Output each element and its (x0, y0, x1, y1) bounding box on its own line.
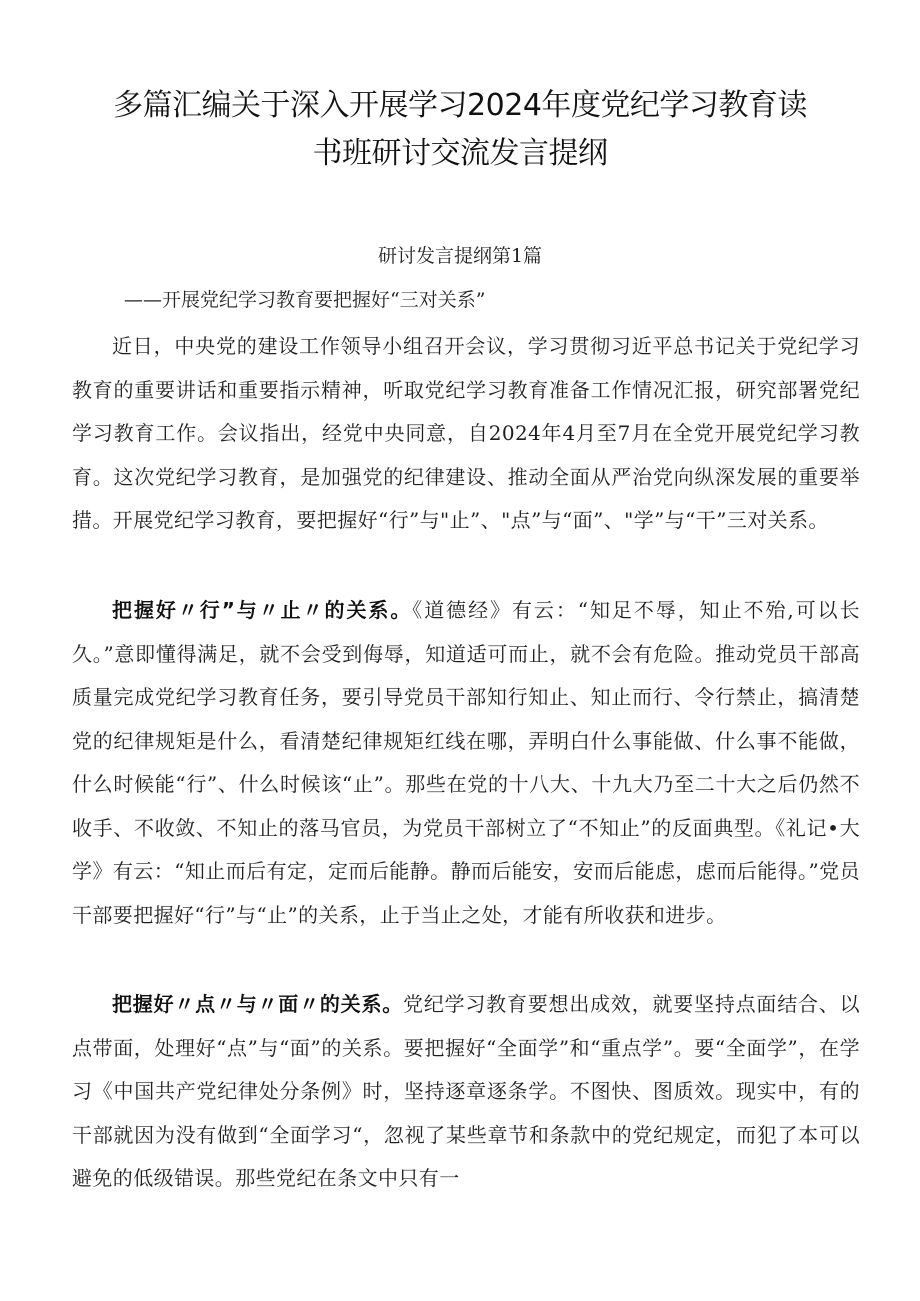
section-theme: ——开展党纪学习教育要把握好“三对关系” (124, 289, 486, 311)
paragraph-2 (72, 589, 860, 937)
paragraph-3 (72, 983, 860, 1201)
title-line-2: 书班研讨交流发言提纲 (312, 136, 608, 171)
paragraph-text: 《道德经》有云：“知足不辱，知止不殆,可以长久。”意即懂得满足，就不会受到侮辱，知道适可而止，就不会有危险。推动党员干部高质量完成党纪学习教育任务，要引导党员干部知行知止、知止而行、令行禁止，搞清楚党的纪律规矩是什么，看清楚纪律规矩红线在哪，弄明白什么事能做、什么事不能做，什么时候能“行”、什么时候该“止”。那些在党的十八大、十九大乃至二十大之后仍然不收手、不收敛、不知止的落马官员，为党员干部树立了“不知止”的反面典型。《礼记•大学》有云：“知止而后有定，定而后能静。静而后能安，安而后能虑，虑而后能得。”党员干部要把握好“行”与“止”的关系，止于当止之处，才能有所收获和进步。 (72, 598, 860, 927)
paragraph-1 (72, 325, 860, 543)
document-title (60, 82, 860, 178)
paragraph-lead: 把握好〃行”与〃止〃的关系。 (112, 598, 413, 622)
paragraph-text: 近日，中央党的建设工作领导小组召开会议，学习贯彻习近平总书记关于党纪学习教育的重要讲话和重要指示精神，听取党纪学习教育准备工作情况汇报，研究部署党纪学习教育工作。会议指出，经党中央同意，自2024年4月至7月在全党开展党纪学习教育。这次党纪学习教育，是加强党的纪律建设、推动全面从严治党向纵深发展的重要举措。开展党纪学习教育，要把握好“行”与"止”、"点”与“面”、"学”与“干”三对关系。 (72, 334, 860, 532)
paragraph-text: 党纪学习教育要想出成效，就要坚持点面结合、以点带面，处理好“点”与“面”的关系。要把握好“全面学”和“重点学”。要“全面学”，在学习《中国共产党纪律处分条例》时，坚持逐章逐条学。不图快、图质效。现实中，有的干部就因为没有做到“全面学习“，忽视了某些章节和条款中的党纪规定，而犯了本可以避免的低级错误。那些党纪在条文中只有一 (72, 992, 860, 1190)
title-line-1: 多篇汇编关于深入开展学习2024年度党纪学习教育读 (113, 88, 807, 123)
paragraph-lead: 把握好〃点〃与〃面〃的关系。 (112, 992, 404, 1016)
section-subtitle: 研讨发言提纲第1篇 (377, 245, 543, 267)
